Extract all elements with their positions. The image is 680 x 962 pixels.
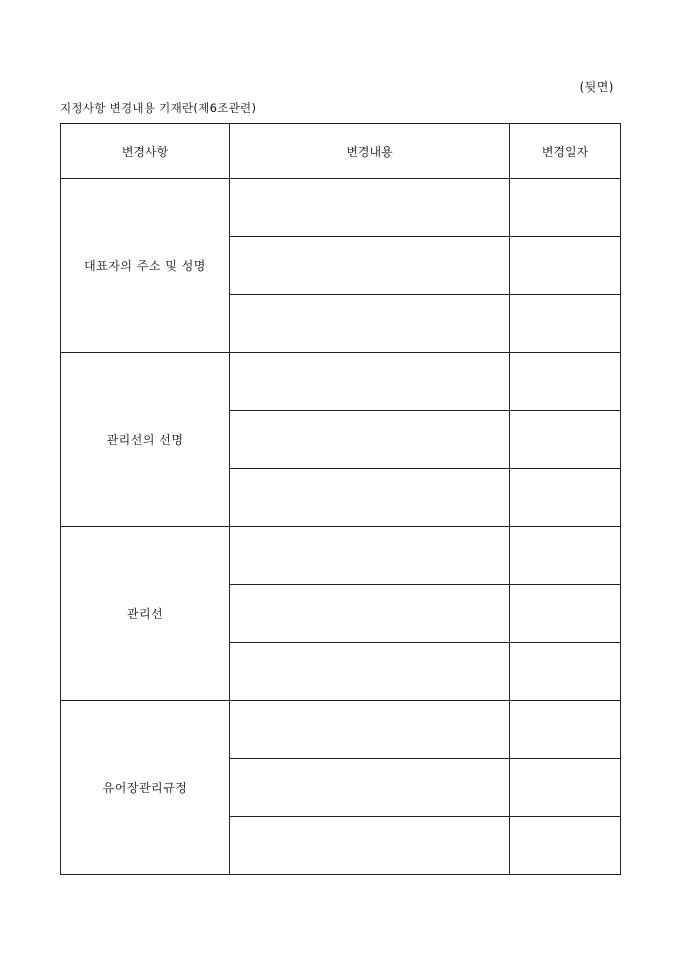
table-header-row xyxy=(61,124,621,179)
change-date-cell[interactable] xyxy=(510,237,621,295)
change-content-cell[interactable] xyxy=(230,469,510,527)
change-content-cell[interactable] xyxy=(230,179,510,237)
change-date-cell[interactable] xyxy=(510,295,621,353)
change-date-cell[interactable] xyxy=(510,701,621,759)
change-date-cell[interactable] xyxy=(510,353,621,411)
change-content-cell[interactable] xyxy=(230,701,510,759)
row-label-fishing-ground-rules: 유어장관리규정 xyxy=(61,701,230,875)
column-header-change-content: 변경내용 xyxy=(230,124,510,179)
column-header-change-item: 변경사항 xyxy=(61,124,230,179)
change-date-cell[interactable] xyxy=(510,643,621,701)
form-title: 지정사항 변경내용 기재란(제6조관련) xyxy=(60,101,257,115)
change-content-cell[interactable] xyxy=(230,237,510,295)
row-label-representative: 대표자의 주소 및 성명 xyxy=(61,179,230,353)
change-date-cell[interactable] xyxy=(510,817,621,875)
change-content-cell[interactable] xyxy=(230,527,510,585)
table-row xyxy=(61,353,621,411)
change-content-cell[interactable] xyxy=(230,411,510,469)
change-content-cell[interactable] xyxy=(230,353,510,411)
table-row xyxy=(61,527,621,585)
table-row xyxy=(61,701,621,759)
table-row xyxy=(61,179,621,237)
change-record-table xyxy=(60,123,621,875)
page-side-label: (뒷면) xyxy=(579,80,614,94)
change-content-cell[interactable] xyxy=(230,817,510,875)
change-date-cell[interactable] xyxy=(510,469,621,527)
change-content-cell[interactable] xyxy=(230,585,510,643)
change-date-cell[interactable] xyxy=(510,179,621,237)
change-date-cell[interactable] xyxy=(510,527,621,585)
change-date-cell[interactable] xyxy=(510,759,621,817)
change-date-cell[interactable] xyxy=(510,585,621,643)
change-content-cell[interactable] xyxy=(230,643,510,701)
row-label-vessel: 관리선 xyxy=(61,527,230,701)
change-content-cell[interactable] xyxy=(230,759,510,817)
change-date-cell[interactable] xyxy=(510,411,621,469)
change-content-cell[interactable] xyxy=(230,295,510,353)
column-header-change-date: 변경일자 xyxy=(510,124,621,179)
row-label-vessel-name: 관리선의 선명 xyxy=(61,353,230,527)
